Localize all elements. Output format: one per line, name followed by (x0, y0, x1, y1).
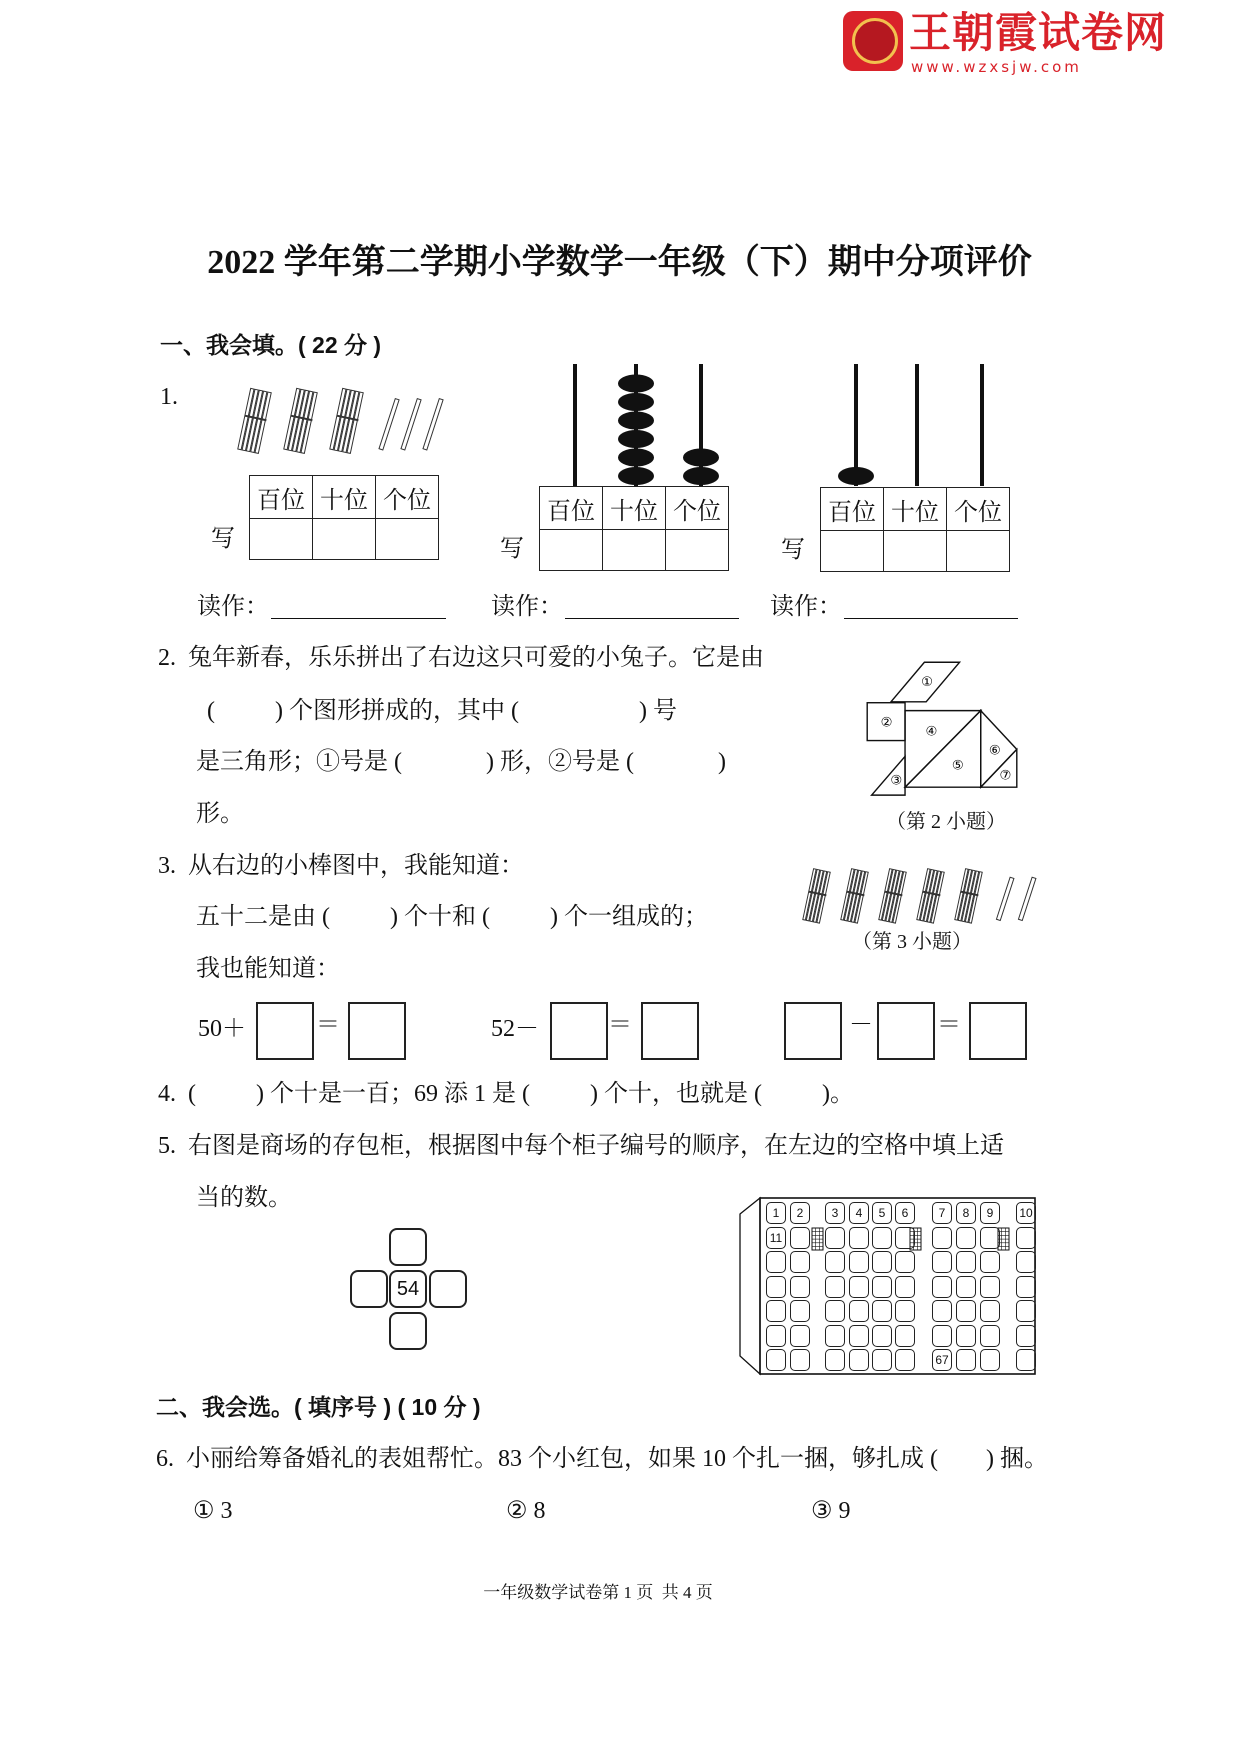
q1-number: 1. (160, 384, 178, 410)
locker-compartment (956, 1325, 976, 1347)
locker-compartment (849, 1349, 869, 1371)
locker-compartment (790, 1300, 810, 1322)
abacus-bead (683, 449, 719, 467)
locker-compartment (980, 1325, 1000, 1347)
answer-cell-hundreds[interactable] (821, 531, 884, 572)
locker-compartment (766, 1325, 786, 1347)
locker-compartment: 1 (766, 1202, 786, 1224)
read-label-3: 读作： (770, 594, 842, 620)
page-footer: 一年级数学试卷第 1 页 共 4 页 (483, 1583, 713, 1602)
shape-label-6: ⑥ (988, 743, 1001, 759)
shape-label-5: ⑤ (951, 758, 964, 774)
locker-compartment (872, 1300, 892, 1322)
single-stick (996, 877, 1013, 920)
eq1-equals: ＝ (316, 1012, 340, 1038)
eq1-left: 50＋ (198, 1016, 246, 1042)
locker-compartment (825, 1349, 845, 1371)
cross-box-left[interactable] (350, 1270, 388, 1308)
logo-name: 王朝霞试卷网 (909, 11, 1168, 55)
read-answer-line-1[interactable] (271, 618, 446, 619)
locker-compartment (766, 1276, 786, 1298)
eq2-left: 52－ (491, 1016, 539, 1042)
answer-cell-tens[interactable] (884, 531, 947, 572)
locker-compartment (872, 1276, 892, 1298)
q1-place-value-table-2 (539, 486, 729, 571)
locker-compartment (980, 1276, 1000, 1298)
locker-compartment (932, 1276, 952, 1298)
answer-cell-tens[interactable] (313, 519, 376, 560)
stick-bundle (917, 869, 945, 924)
locker-vent-icon (812, 1228, 823, 1250)
locker-compartment (980, 1227, 1000, 1249)
header-ones: 个位 (376, 476, 439, 519)
locker-compartment (872, 1325, 892, 1347)
eq1-answer-box-2[interactable] (348, 1002, 406, 1060)
locker-compartment: 10 (1016, 1202, 1036, 1224)
answer-cell-hundreds[interactable] (540, 530, 603, 571)
locker-compartment (956, 1227, 976, 1249)
locker-compartment (790, 1349, 810, 1371)
locker-compartment (849, 1251, 869, 1273)
logo-emblem-icon (843, 11, 903, 71)
stick-bundle (955, 869, 983, 924)
stick-bundle (841, 869, 869, 924)
logo-url: www.wzxsjw.com (911, 58, 1082, 76)
shape-5-triangle (905, 711, 981, 788)
locker-compartment: 2 (790, 1202, 810, 1224)
locker-compartment: 9 (980, 1202, 1000, 1224)
locker-compartment (825, 1325, 845, 1347)
locker-compartment: 8 (956, 1202, 976, 1224)
abacus-bead (618, 375, 654, 393)
locker-compartment: 67 (932, 1349, 952, 1371)
read-answer-line-3[interactable] (844, 618, 1018, 619)
locker-compartment: 6 (895, 1202, 915, 1224)
locker-compartment (825, 1300, 845, 1322)
write-label: 写 (781, 537, 805, 563)
q6-text: 6. 小丽给筹备婚礼的表姐帮忙。83 个小红包，如果 10 个扎一捆，够扎成 ( ) 捆。 (156, 1446, 1048, 1472)
single-stick (401, 399, 421, 450)
q2-line-1: 2. 兔年新春，乐乐拼出了右边这只可爱的小兔子。它是由 (158, 645, 764, 671)
stick-bundle (284, 388, 318, 453)
q4-text: 4. ( ) 个十是一百；69 添 1 是 ( ) 个十，也就是 ( )。 (158, 1081, 854, 1107)
shape-label-1: ① (921, 675, 933, 690)
locker-compartment (980, 1349, 1000, 1371)
q3-line-2: 五十二是由 ( ) 个十和 ( ) 个一组成的； (196, 904, 708, 930)
locker-compartment (766, 1251, 786, 1273)
locker-compartment (872, 1349, 892, 1371)
q1-abacus-a (539, 362, 733, 488)
locker-compartment (932, 1251, 952, 1273)
locker-cabinet-figure (740, 1196, 1036, 1376)
eq3-equals: ＝ (937, 1012, 961, 1038)
locker-compartment (766, 1300, 786, 1322)
locker-compartment (956, 1349, 976, 1371)
cross-box-top[interactable] (389, 1228, 427, 1266)
q3-sticks-figure (800, 870, 1040, 930)
answer-cell-tens[interactable] (603, 530, 666, 571)
locker-compartment: 4 (849, 1202, 869, 1224)
header-hundreds: 百位 (540, 487, 603, 530)
shape-label-2: ② (880, 715, 893, 731)
eq3-answer-box-3[interactable] (969, 1002, 1027, 1060)
header-tens: 十位 (313, 476, 376, 519)
cross-box-right[interactable] (429, 1270, 467, 1308)
q2-line-3: 是三角形；①号是 ( ) 形，②号是 ( ) (196, 749, 726, 775)
eq2-equals: ＝ (608, 1012, 632, 1038)
locker-compartment (895, 1276, 915, 1298)
q2-line-2: ( ) 个图形拼成的，其中 ( ) 号 (207, 698, 677, 724)
header-tens: 十位 (603, 487, 666, 530)
q1-place-value-table-1 (249, 475, 439, 560)
locker-compartment (790, 1227, 810, 1249)
q5-line-2: 当的数。 (196, 1185, 292, 1211)
locker-compartment (849, 1227, 869, 1249)
abacus-bead (838, 467, 874, 485)
q5-line-1: 5. 右图是商场的存包柜，根据图中每个柜子编号的顺序，在左边的空格中填上适 (158, 1133, 1004, 1159)
eq1-answer-box-1[interactable] (256, 1002, 314, 1060)
single-stick (379, 399, 399, 450)
answer-cell-ones[interactable] (666, 530, 729, 571)
stick-bundle (330, 388, 364, 453)
section-2-heading: 二、我会选。( 填序号 ) ( 10 分 ) (156, 1394, 481, 1420)
locker-compartment (849, 1276, 869, 1298)
locker-compartment (872, 1227, 892, 1249)
header-hundreds: 百位 (250, 476, 313, 519)
q6-option-2[interactable]: ② 8 (506, 1498, 546, 1524)
q1-place-value-table-3 (820, 487, 1010, 572)
stick-bundle (803, 869, 831, 924)
abacus-bead (618, 412, 654, 430)
locker-compartment (980, 1300, 1000, 1322)
q3-line-3: 我也能知道： (196, 956, 340, 982)
q2-line-4: 形。 (196, 801, 244, 827)
answer-cell-ones[interactable] (376, 519, 439, 560)
single-stick (423, 399, 443, 450)
locker-compartment (825, 1276, 845, 1298)
locker-compartment (1016, 1349, 1036, 1371)
locker-compartment (932, 1227, 952, 1249)
locker-compartment (872, 1251, 892, 1273)
abacus-bead (618, 449, 654, 467)
locker-compartment (766, 1349, 786, 1371)
cross-box-center: 54 (389, 1270, 427, 1308)
answer-cell-hundreds[interactable] (250, 519, 313, 560)
eq2-answer-box-2[interactable] (641, 1002, 699, 1060)
single-stick (1018, 877, 1035, 920)
locker-compartment (1016, 1227, 1036, 1249)
stick-bundle (879, 869, 907, 924)
abacus-bead (618, 430, 654, 448)
locker-compartment (1016, 1251, 1036, 1273)
eq3-minus: － (849, 1012, 873, 1038)
eq2-answer-box-1[interactable] (550, 1002, 608, 1060)
locker-compartment: 3 (825, 1202, 845, 1224)
locker-compartment (825, 1251, 845, 1273)
locker-compartment (932, 1300, 952, 1322)
header-tens: 十位 (884, 488, 947, 531)
write-label: 写 (211, 526, 235, 552)
q1-sticks-figure (236, 390, 466, 462)
locker-compartment: 11 (766, 1227, 786, 1249)
locker-compartment (932, 1325, 952, 1347)
answer-cell-ones[interactable] (947, 531, 1010, 572)
header-hundreds: 百位 (821, 488, 884, 531)
locker-compartment (956, 1276, 976, 1298)
locker-compartment (825, 1227, 845, 1249)
locker-compartment: 7 (932, 1202, 952, 1224)
locker-compartment (980, 1251, 1000, 1273)
read-label-2: 读作： (491, 594, 563, 620)
locker-compartment (849, 1300, 869, 1322)
locker-compartment (895, 1300, 915, 1322)
locker-compartment (1016, 1276, 1036, 1298)
q1-abacus-b (820, 362, 1014, 488)
eq3-answer-box-2[interactable] (877, 1002, 935, 1060)
read-answer-line-2[interactable] (565, 618, 739, 619)
locker-compartment (1016, 1325, 1036, 1347)
abacus-bead (683, 467, 719, 485)
locker-compartment (956, 1251, 976, 1273)
eq3-answer-box-1[interactable] (784, 1002, 842, 1060)
locker-compartment (895, 1227, 915, 1249)
write-label: 写 (500, 536, 524, 562)
locker-compartment (1016, 1300, 1036, 1322)
header-ones: 个位 (666, 487, 729, 530)
section-1-heading: 一、我会填。( 22 分 ) (160, 332, 382, 358)
locker-compartment (895, 1251, 915, 1273)
site-logo (843, 11, 1168, 77)
locker-compartment (790, 1276, 810, 1298)
locker-compartment (895, 1349, 915, 1371)
locker-compartment (849, 1325, 869, 1347)
abacus-bead (618, 393, 654, 411)
shape-label-3: ③ (890, 773, 903, 789)
locker-compartment (956, 1300, 976, 1322)
q3-caption: （第 3 小题） (852, 931, 972, 953)
abacus-bead (618, 467, 654, 485)
stick-bundle (238, 388, 272, 453)
page-title: 2022 学年第二学期小学数学一年级（下）期中分项评价 (207, 244, 1032, 281)
q2-caption: （第 2 小题） (886, 811, 1006, 833)
locker-compartment (790, 1325, 810, 1347)
header-ones: 个位 (947, 488, 1010, 531)
q6-option-1[interactable]: ① 3 (193, 1498, 233, 1524)
read-label-1: 读作： (197, 594, 269, 620)
locker-compartment (895, 1325, 915, 1347)
locker-compartment: 5 (872, 1202, 892, 1224)
q3-line-1: 3. 从右边的小棒图中，我能知道： (158, 853, 524, 879)
shape-label-7: ⑦ (999, 768, 1012, 784)
rabbit-tangram-figure (854, 650, 1030, 810)
locker-compartment (790, 1251, 810, 1273)
cross-box-bottom[interactable] (389, 1312, 427, 1350)
shape-label-4: ④ (925, 724, 938, 740)
q6-option-3[interactable]: ③ 9 (811, 1498, 851, 1524)
